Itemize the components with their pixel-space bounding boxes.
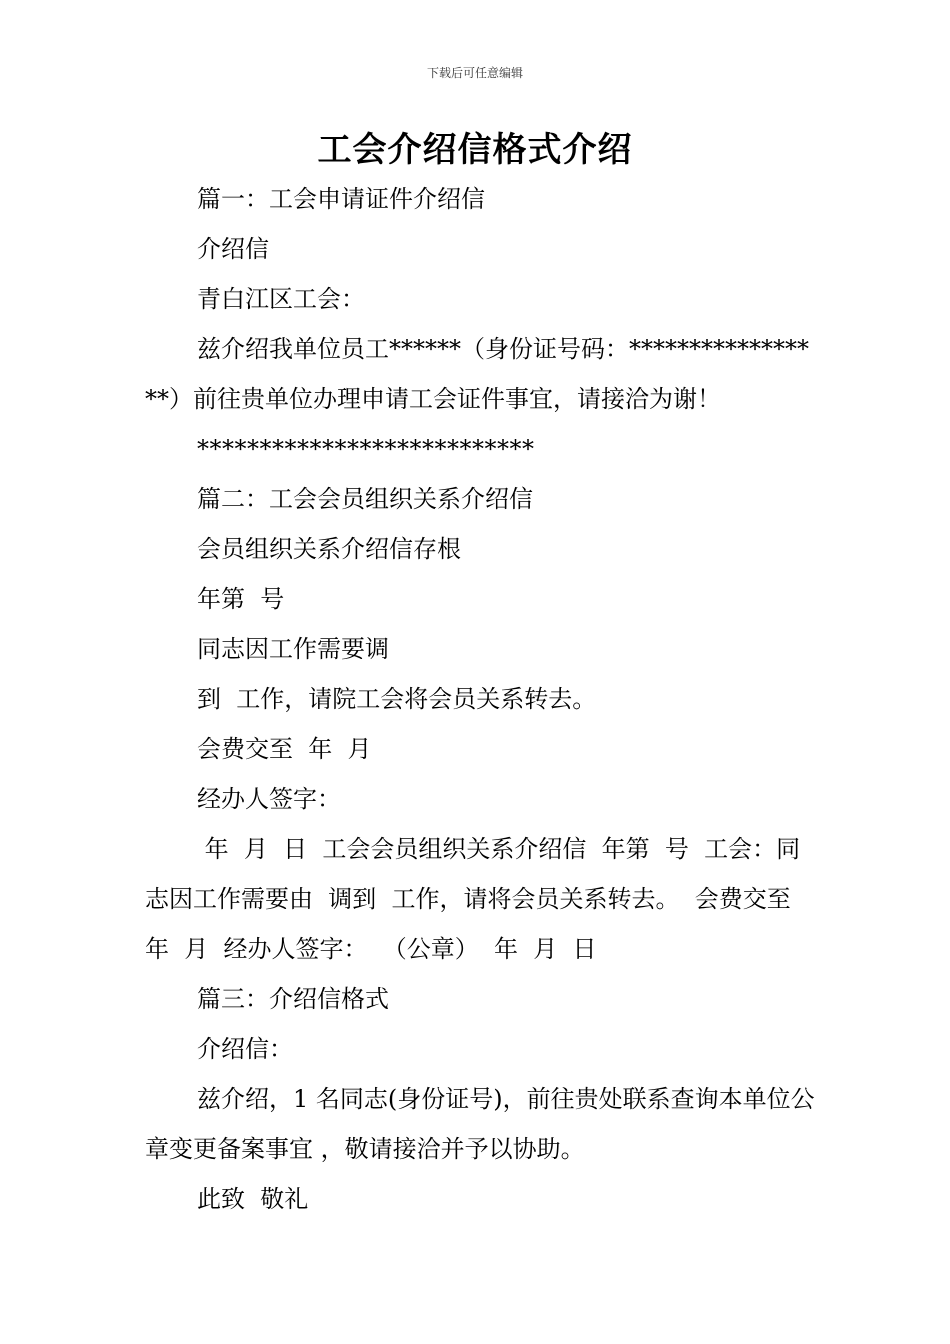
stub-fee-line: 会费交至 年 月 <box>197 735 372 763</box>
stub-transfer-line: 同志因工作需要调 <box>197 635 389 663</box>
salutation: 青白江区工会： <box>197 285 365 313</box>
document-title: 工会介绍信格式介绍 <box>317 130 633 170</box>
section-heading-3: 篇三：介绍信格式 <box>197 985 389 1013</box>
page-header-note: 下载后可任意编辑 <box>426 66 523 80</box>
section-heading-2: 篇二：工会会员组织关系介绍信 <box>197 485 533 513</box>
body-paragraph-3: 兹介绍，1 名同志(身份证号)，前往贵处联系查询本单位公章变更备案事宜 ，敬请接洽并予以协助。 <box>145 1085 815 1163</box>
closing-line: 此致 敬礼 <box>197 1185 309 1213</box>
stub-number-line: 年第 号 <box>197 585 285 613</box>
stub-heading: 会员组织关系介绍信存根 <box>197 535 461 563</box>
signature-placeholder: *************************** <box>197 435 535 463</box>
letter-heading: 介绍信 <box>197 235 269 263</box>
stub-destination-line: 到 工作，请院工会将会员关系转去。 <box>197 685 597 713</box>
section-heading-1: 篇一：工会申请证件介绍信 <box>197 185 485 213</box>
document-body <box>145 174 815 1224</box>
body-paragraph: 兹介绍我单位员工******（身份证号码：*****************）前往贵单位办理申请工会证件事宜，请接洽为谢！ <box>145 335 809 413</box>
letter-heading-3: 介绍信： <box>197 1035 293 1063</box>
stub-signer-line: 经办人签字： <box>197 785 341 813</box>
letter-body-paragraph: 年 月 日 工会会员组织关系介绍信 年第 号 工会：同志因工作需要由 调到 工作，请将会员关系转去。 会费交至 年 月 经办人签字： （公章） 年 月 日 <box>145 835 807 963</box>
